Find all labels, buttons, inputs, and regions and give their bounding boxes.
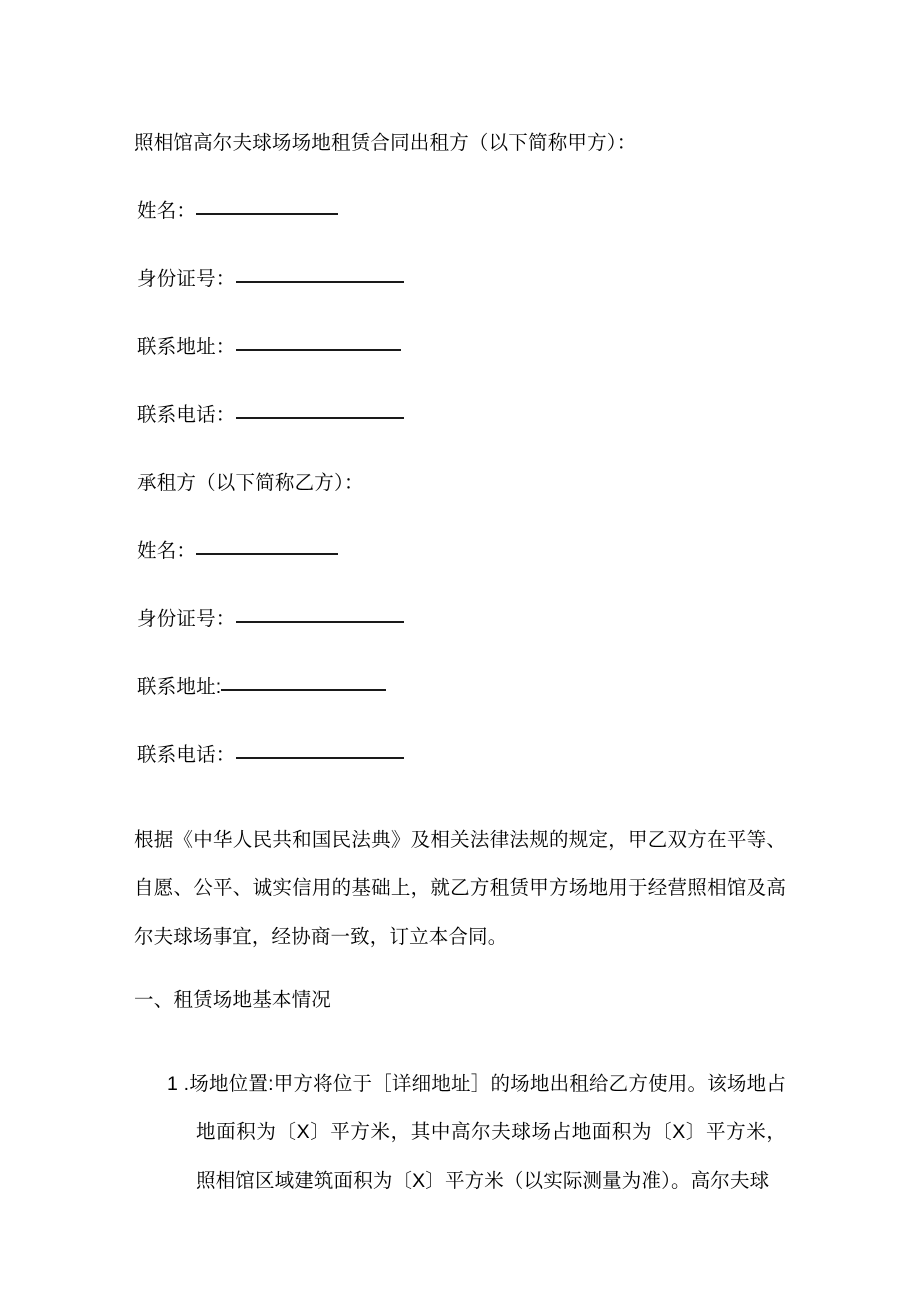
section-1-item-1 bbox=[134, 1040, 786, 1225]
lessor-name-row bbox=[134, 196, 786, 226]
preamble-paragraph bbox=[134, 796, 786, 981]
contract-title-text: 照相馆高尔夫球场场地租赁合同出租方（以下简称甲方）： bbox=[134, 132, 637, 154]
lessor-address-blank[interactable] bbox=[236, 333, 401, 351]
lessee-id-row bbox=[134, 604, 786, 634]
contract-title-line bbox=[134, 128, 786, 158]
lessee-heading-text: 承租方（以下简称乙方）： bbox=[137, 472, 364, 494]
lessee-id-blank[interactable] bbox=[236, 605, 404, 623]
lessor-phone-label: 联系电话： bbox=[137, 404, 236, 426]
lessor-address-label: 联系地址： bbox=[137, 336, 236, 358]
lessee-heading-row bbox=[134, 468, 786, 498]
section-1-item-1-number: 1 . bbox=[167, 1072, 190, 1095]
lessor-id-blank[interactable] bbox=[236, 265, 404, 283]
lessee-id-label: 身份证号： bbox=[137, 608, 236, 630]
preamble-text: 根据《中华人民共和国民法典》及相关法律法规的规定，甲乙双方在平等、自愿、公平、诚实信用的基础上，就乙方租赁甲方场地用于经营照相馆及高尔夫球场事宜，经协商一致，订立本合同。 bbox=[134, 828, 786, 948]
section-1-item-1-paragraph bbox=[134, 1060, 786, 1206]
lessor-id-row bbox=[134, 264, 786, 294]
lessor-name-label: 姓名： bbox=[137, 200, 197, 222]
lessee-name-label: 姓名： bbox=[137, 540, 197, 562]
lessor-phone-blank[interactable] bbox=[236, 401, 404, 419]
lessee-name-row bbox=[134, 536, 786, 566]
lessor-phone-row bbox=[134, 400, 786, 430]
lessor-address-row bbox=[134, 332, 786, 362]
lessee-address-blank[interactable] bbox=[221, 673, 386, 691]
lessor-name-blank[interactable] bbox=[196, 197, 338, 215]
lessee-phone-label: 联系电话： bbox=[137, 744, 236, 766]
section-1-heading-text: 一、租赁场地基本情况 bbox=[134, 989, 332, 1011]
lessee-phone-blank[interactable] bbox=[236, 741, 404, 759]
section-1-item-1-text: 场地位置:甲方将位于［详细地址］的场地出租给乙方使用。该场地占地面积为〔X〕平方米，其中高尔夫球场占地面积为〔X〕平方米，照相馆区域建筑面积为〔X〕平方米（以实际测量为准）。高尔夫球 bbox=[189, 1072, 786, 1192]
lessee-name-blank[interactable] bbox=[196, 537, 338, 555]
lessee-address-label: 联系地址: bbox=[137, 676, 222, 698]
lessor-id-label: 身份证号： bbox=[137, 268, 236, 290]
lessee-phone-row bbox=[134, 740, 786, 770]
section-1-heading bbox=[134, 985, 786, 1015]
lessee-address-row bbox=[134, 672, 786, 702]
